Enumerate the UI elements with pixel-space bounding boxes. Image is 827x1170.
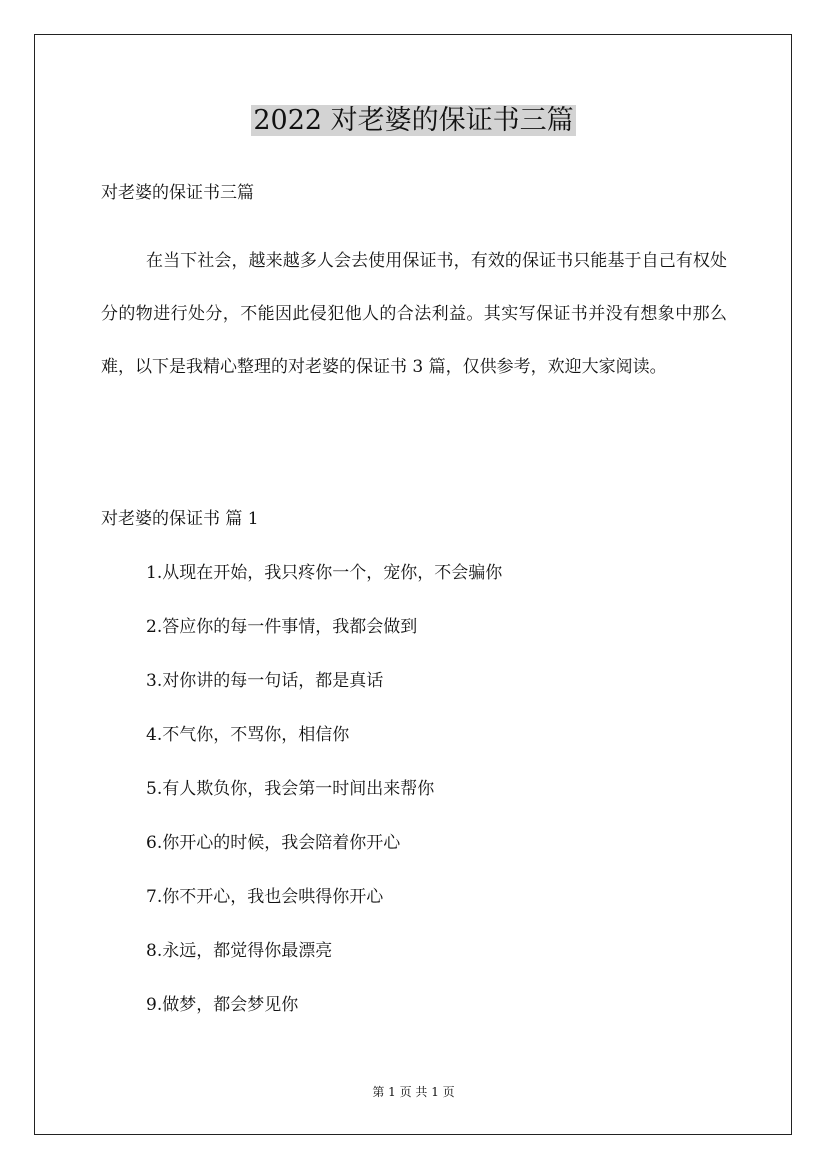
section-heading: 对老婆的保证书 篇 1	[101, 509, 259, 529]
document-title	[0, 102, 827, 140]
list-item: 7.你不开心，我也会哄得你开心	[146, 887, 384, 907]
list-item: 1.从现在开始，我只疼你一个，宠你，不会骗你	[146, 563, 503, 583]
intro-paragraph: 在当下社会，越来越多人会去使用保证书，有效的保证书只能基于自己有权处分的物进行处分，不能因此侵犯他人的合法利益。其实写保证书并没有想象中那么难，以下是我精心整理的对老婆的保证书 3 篇，仅供参考，欢迎大家阅读。	[101, 251, 727, 377]
page-footer: 第 1 页 共 1 页	[372, 1085, 455, 1099]
list-item: 8.永远，都觉得你最漂亮	[146, 941, 333, 961]
document-title-text: 2022 对老婆的保证书三篇	[253, 105, 574, 136]
list-item: 3.对你讲的每一句话，都是真话	[146, 671, 384, 691]
list-item: 5.有人欺负你，我会第一时间出来帮你	[146, 779, 435, 799]
list-item: 2.答应你的每一件事情，我都会做到	[146, 617, 418, 637]
list-item: 9.做梦，都会梦见你	[146, 995, 299, 1015]
document-subtitle: 对老婆的保证书三篇	[101, 183, 254, 203]
list-item: 6.你开心的时候，我会陪着你开心	[146, 833, 401, 853]
list-item: 4.不气你，不骂你，相信你	[146, 725, 350, 745]
